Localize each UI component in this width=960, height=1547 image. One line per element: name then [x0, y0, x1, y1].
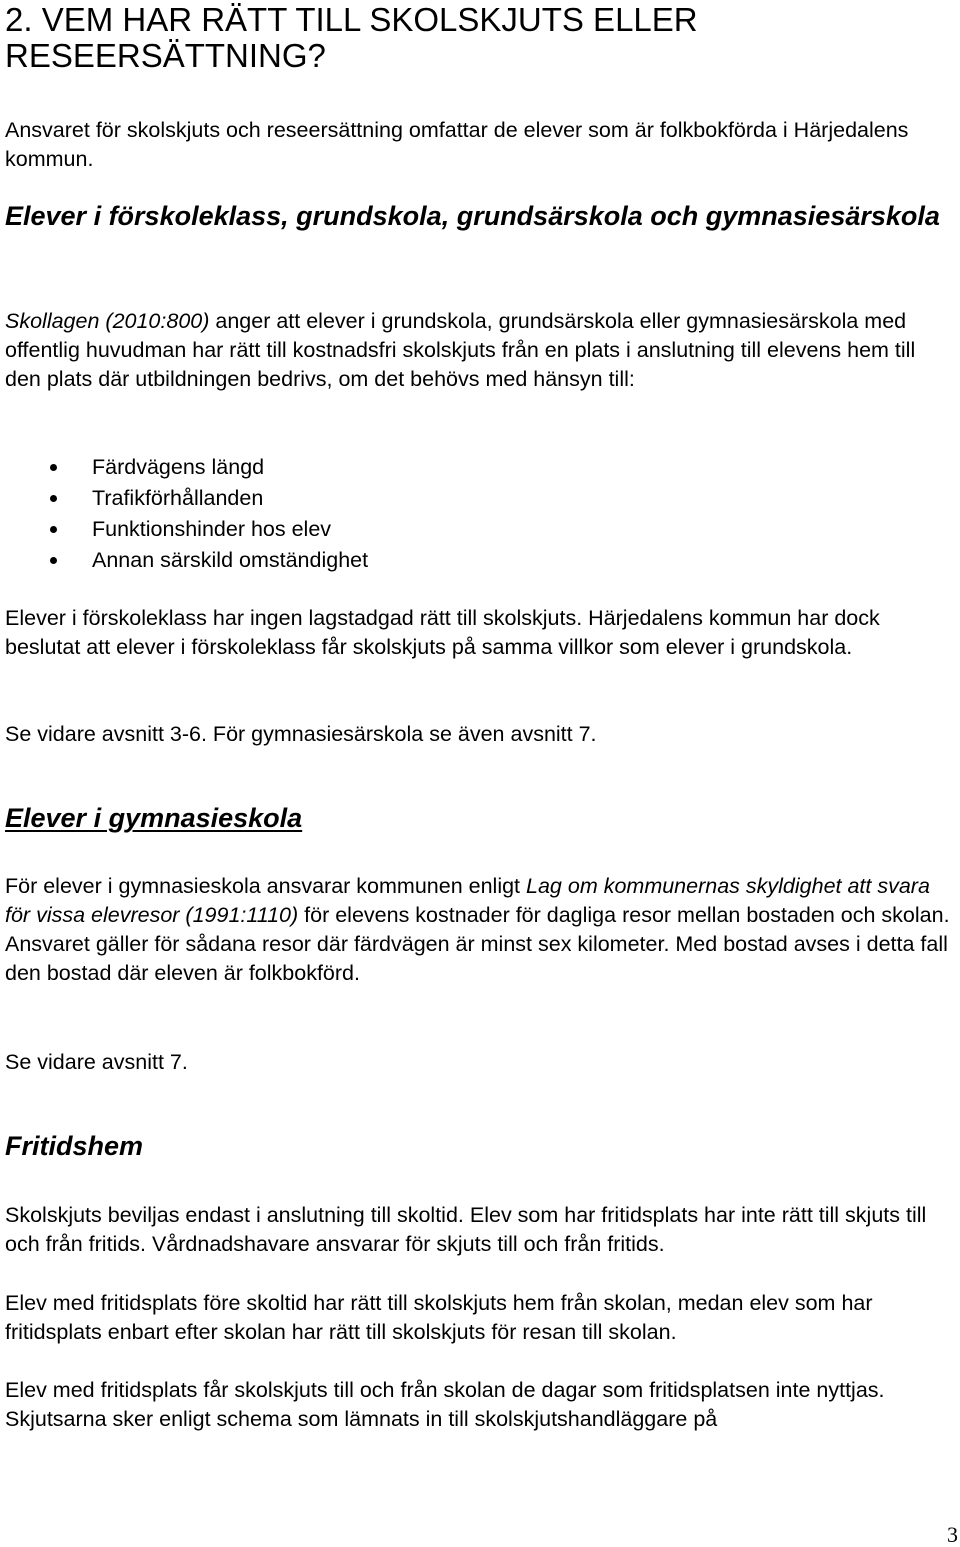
criteria-list: [50, 452, 368, 576]
chapter-heading: 2. VEM HAR RÄTT TILL SKOLSKJUTS ELLER RESEERSÄTTNING?: [5, 1, 698, 74]
list-item: [50, 514, 368, 545]
section3-paragraph-1: Skolskjuts beviljas endast i anslutning till skoltid. Elev som har fritidsplats har inte rätt till skjuts till och från fritids. Vårdnadshavare ansvarar för skjuts till och från fritids.: [5, 1203, 927, 1256]
bullet-icon: [50, 557, 57, 564]
bullet-icon: [50, 495, 57, 502]
section-title-fritidshem: Fritidshem: [5, 1131, 144, 1161]
law-reference: Lag om kommunernas skyldighet att svara för vissa elevresor (1991:1110): [5, 874, 930, 927]
bullet-icon: [50, 526, 57, 533]
list-item-text: Annan särskild omständighet: [92, 548, 369, 572]
list-item-text: Trafikförhållanden: [92, 486, 264, 510]
section3-paragraph-2: Elev med fritidsplats före skoltid har rätt till skolskjuts hem från skolan, medan elev som har fritidsplats enbart efter skolan har rätt till skolskjuts för resan till skolan.: [5, 1291, 873, 1344]
section2-paragraph-1: [5, 872, 954, 988]
list-item-text: Funktionshinder hos elev: [92, 517, 332, 541]
list-item-text: Färdvägens längd: [92, 455, 265, 479]
list-item: [50, 452, 368, 483]
list-item: [50, 545, 368, 576]
section3-paragraph-3: Elev med fritidsplats får skolskjuts till och från skolan de dagar som fritidsplatsen inte nyttjas. Skjutsarna sker enligt schema som lämnats in till skolskjutshandläggare på: [5, 1378, 885, 1431]
section2-paragraph-2: Se vidare avsnitt 7.: [5, 1050, 188, 1074]
section-title-gymnasieskola: Elever i gymnasieskola: [5, 803, 303, 833]
law-reference: Skollagen (2010:800): [5, 309, 210, 333]
section-title-forskoleklass: Elever i förskoleklass, grundskola, grundsärskola och gymnasiesärskola: [5, 201, 940, 231]
section2-paragraph-1-post: för elevens kostnader för dagliga resor mellan bostaden och skolan. Ansvaret gäller för sådana resor där färdvägen är minst sex kilometer. Med bostad avses i detta fall den bostad där eleven är folkbokförd.: [5, 903, 950, 985]
section2-paragraph-1-pre: För elever i gymnasieskola ansvarar kommunen enligt: [5, 874, 527, 898]
section1-paragraph-3: Se vidare avsnitt 3-6. För gymnasiesärskola se även avsnitt 7.: [5, 722, 597, 746]
section1-paragraph-1-text: anger att elever i grundskola, grundsärskola eller gymnasiesärskola med offentlig huvudman har rätt till kostnadsfri skolskjuts från en plats i anslutning till elevens hem till den plats där utbildningen bedrivs, om det behövs med hänsyn till:: [5, 309, 916, 391]
section1-paragraph-1: [5, 307, 954, 394]
intro-paragraph: Ansvaret för skolskjuts och reseersättning omfattar de elever som är folkbokförda i Härjedalens kommun.: [5, 118, 909, 171]
list-item: [50, 483, 368, 514]
page-number: 3: [947, 1522, 958, 1547]
bullet-icon: [50, 464, 57, 471]
section1-paragraph-2: Elever i förskoleklass har ingen lagstadgad rätt till skolskjuts. Härjedalens kommun har dock beslutat att elever i förskoleklass får skolskjuts på samma villkor som elever i grundskola.: [5, 606, 880, 659]
